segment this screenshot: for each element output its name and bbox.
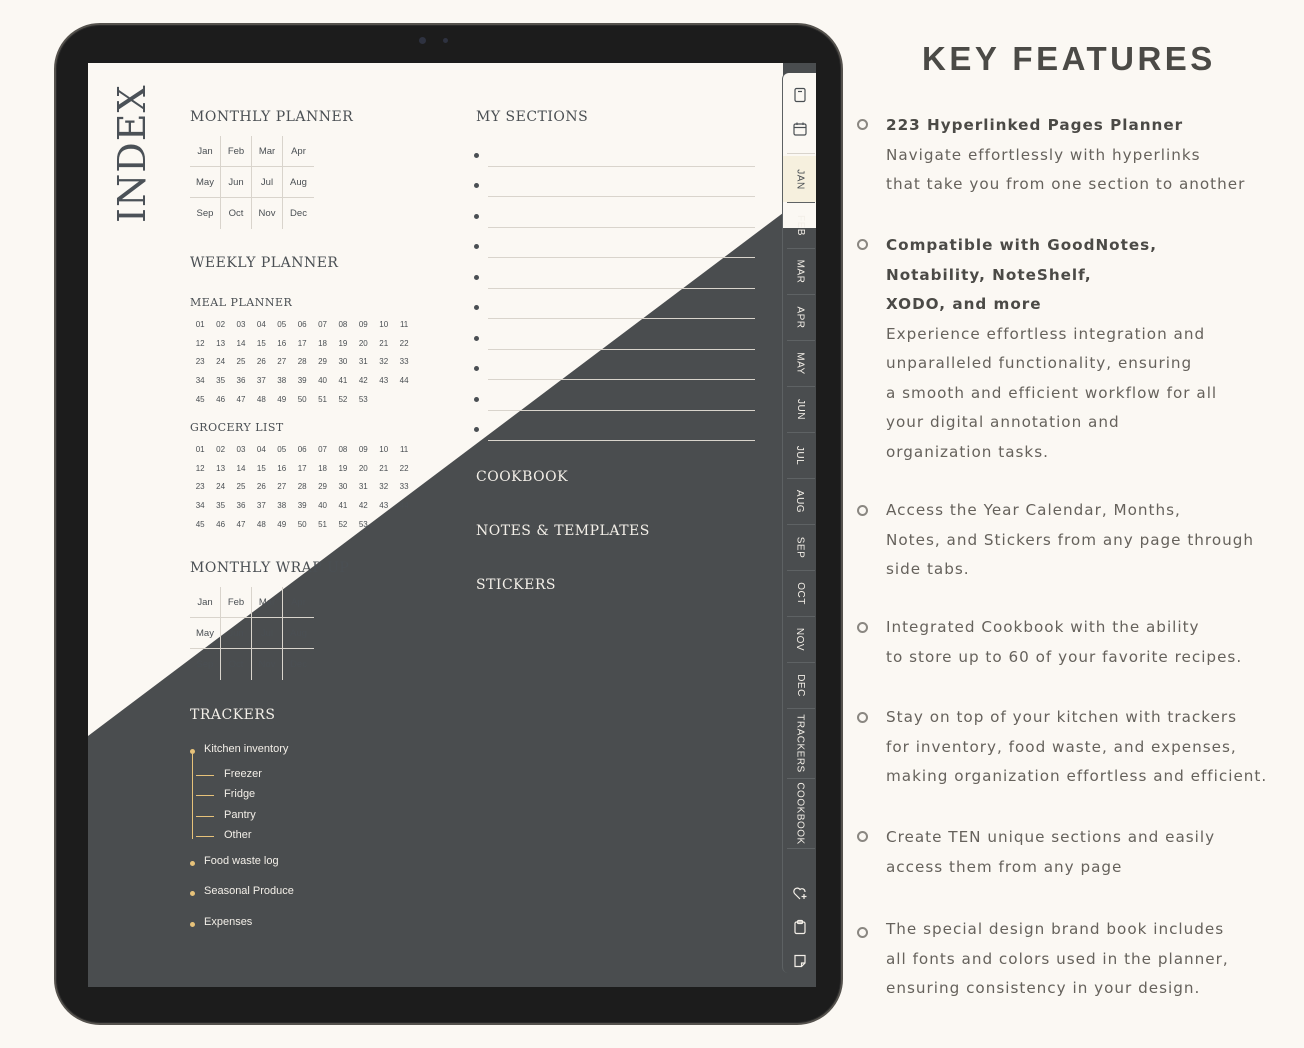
calendar-icon[interactable] — [792, 121, 808, 137]
grocery-list-week-27[interactable]: 27 — [277, 482, 287, 492]
my-sections-list — [471, 140, 755, 445]
monthly-planner-month-aug[interactable]: Aug — [283, 167, 314, 198]
meal-planner-week-24[interactable]: 24 — [216, 357, 226, 367]
meal-planner-week-34[interactable]: 34 — [195, 376, 205, 386]
section-item[interactable] — [471, 140, 755, 171]
meal-planner-week-20[interactable]: 20 — [358, 338, 368, 348]
meal-planner-week-05[interactable]: 05 — [277, 319, 287, 329]
index-title: INDEX — [110, 84, 154, 223]
monthly-wrap-up-grid — [190, 587, 314, 680]
meal-planner-week-01[interactable]: 01 — [195, 319, 205, 329]
feature-line: Experience effortless integration and — [886, 324, 1206, 343]
grocery-list-week-29[interactable]: 29 — [318, 482, 327, 492]
monthly-planner-month-sep[interactable]: Sep — [190, 198, 221, 229]
tablet-frame — [54, 23, 843, 1025]
wrap-up-month-jul[interactable]: Jul — [252, 618, 283, 649]
grocery-list-week-36[interactable]: 36 — [236, 501, 246, 511]
meal-planner-week-40[interactable]: 40 — [318, 376, 327, 386]
side-tab-jun[interactable] — [783, 386, 816, 432]
wrap-up-month-oct[interactable]: Oct — [221, 649, 252, 680]
grocery-list-week-22[interactable]: 22 — [399, 463, 409, 473]
grocery-list-week-37[interactable]: 37 — [256, 501, 266, 511]
side-tab-may[interactable] — [783, 340, 816, 386]
wrap-up-month-apr[interactable]: Apr — [283, 587, 314, 618]
grocery-list-week-21[interactable]: 21 — [379, 463, 389, 473]
meal-planner-week-25[interactable]: 25 — [236, 357, 246, 367]
grocery-list-week-32[interactable]: 32 — [379, 482, 389, 492]
grocery-list-week-52[interactable]: 52 — [338, 520, 348, 530]
side-tab-jan[interactable] — [783, 156, 816, 202]
grocery-list-week-06[interactable]: 06 — [297, 444, 307, 454]
section-bullet — [474, 275, 479, 280]
grocery-list-week-20[interactable]: 20 — [358, 463, 368, 473]
wrap-up-month-sep[interactable]: Sep — [190, 649, 221, 680]
meal-planner-week-53[interactable]: 53 — [358, 395, 368, 405]
tree-branch — [196, 775, 214, 776]
grocery-list-week-16[interactable]: 16 — [277, 463, 287, 473]
feature-trackers — [886, 703, 1301, 792]
meal-planner-week-11[interactable]: 11 — [399, 319, 409, 329]
grocery-list-title[interactable]: GROCERY LIST — [190, 421, 284, 434]
tree-branch — [196, 795, 214, 796]
section-item[interactable] — [471, 293, 755, 324]
grocery-list-week-30[interactable]: 30 — [338, 482, 348, 492]
grocery-list-week-08[interactable]: 08 — [338, 444, 348, 454]
grocery-list-week-46[interactable]: 46 — [216, 520, 226, 530]
meal-planner-grid — [190, 315, 414, 409]
feature-heading: Compatible with GoodNotes, — [886, 236, 1157, 254]
planner-screen — [88, 63, 816, 987]
section-line — [488, 440, 755, 441]
grocery-list-week-02[interactable]: 02 — [216, 444, 226, 454]
side-tab-label: TRACKERS — [794, 713, 806, 773]
feature-line: side tabs. — [886, 560, 970, 578]
wrap-up-month-may[interactable]: May — [190, 618, 221, 649]
feature-line: Create TEN unique sections and easily — [886, 828, 1216, 846]
feature-line: making organization effortless and efficient. — [886, 767, 1268, 785]
feature-line: organization tasks. — [886, 442, 1049, 461]
side-tab-label: JAN — [794, 168, 806, 190]
grocery-list-week-53[interactable]: 53 — [358, 520, 368, 530]
tracker-pantry[interactable]: Pantry — [224, 809, 256, 821]
tree-line — [192, 754, 193, 839]
section-line — [488, 379, 755, 380]
grocery-list-week-45[interactable]: 45 — [195, 520, 205, 530]
side-tab-label: JUN — [794, 398, 806, 420]
meal-planner-week-09[interactable]: 09 — [358, 319, 368, 329]
wrap-up-month-mar[interactable]: Mar — [252, 587, 283, 618]
monthly-planner-month-apr[interactable]: Apr — [283, 136, 314, 167]
feature-bullet — [857, 505, 868, 516]
grocery-list-week-13[interactable]: 13 — [216, 463, 226, 473]
side-tab-sep[interactable] — [783, 524, 816, 570]
meal-planner-week-31[interactable]: 31 — [358, 357, 368, 367]
grocery-list-week-10[interactable]: 10 — [379, 444, 389, 454]
feature-side-tabs — [886, 496, 1301, 585]
meal-planner-week-23[interactable]: 23 — [195, 357, 205, 367]
grocery-list-week-11[interactable]: 11 — [399, 444, 409, 454]
monthly-planner-month-nov[interactable]: Nov — [252, 198, 283, 229]
side-tab-label: NOV — [794, 627, 806, 651]
meal-planner-week-43[interactable]: 43 — [379, 376, 389, 386]
section-item[interactable] — [471, 354, 755, 385]
tracker-freezer[interactable]: Freezer — [224, 768, 262, 780]
grocery-list-week-48[interactable]: 48 — [256, 520, 266, 530]
meal-planner-week-18[interactable]: 18 — [318, 338, 327, 348]
feature-bullet — [857, 927, 868, 938]
tree-branch — [196, 836, 214, 837]
section-item[interactable] — [471, 232, 755, 263]
section-line — [488, 196, 755, 197]
feature-line: unparalleled functionality, ensuring — [886, 354, 1193, 372]
grocery-list-week-49[interactable]: 49 — [277, 520, 287, 530]
feature-bullet — [857, 239, 868, 250]
meal-planner-week-46[interactable]: 46 — [216, 395, 226, 405]
section-line — [488, 166, 755, 167]
grocery-list-week-38[interactable]: 38 — [277, 501, 287, 511]
side-tab-oct[interactable] — [783, 570, 816, 616]
meal-planner-week-06[interactable]: 06 — [297, 319, 307, 329]
section-line — [488, 318, 755, 319]
tracker-bullet — [190, 861, 195, 866]
side-tab-label: APR — [794, 305, 806, 329]
tracker-kitchen-inventory[interactable]: Kitchen inventory — [204, 743, 289, 755]
feature-line: Stay on top of your kitchen with trackers — [886, 708, 1238, 726]
side-tab-label: SEP — [794, 536, 806, 558]
feature-line: access them from any page — [886, 857, 1123, 876]
meal-planner-week-35[interactable]: 35 — [216, 376, 226, 386]
wrap-up-month-jan[interactable]: Jan — [190, 587, 221, 618]
feature-heading: 223 Hyperlinked Pages Planner — [886, 116, 1184, 134]
grocery-list-week-47[interactable]: 47 — [236, 520, 246, 530]
camera-icon — [419, 37, 426, 44]
meal-planner-week-41[interactable]: 41 — [338, 376, 348, 386]
side-tab-label: AUG — [794, 489, 806, 513]
section-bullet — [474, 305, 479, 310]
feature-line: The special design brand book includes — [886, 920, 1225, 938]
grocery-list-week-04[interactable]: 04 — [256, 444, 266, 454]
weekly-planner-title[interactable]: WEEKLY PLANNER — [190, 255, 339, 271]
grocery-list-week-39[interactable]: 39 — [297, 501, 307, 511]
wrap-up-month-nov[interactable]: Nov — [252, 649, 283, 680]
wrap-up-month-feb[interactable]: Feb — [221, 587, 252, 618]
grocery-list-grid — [190, 440, 414, 534]
section-bullet — [474, 153, 479, 158]
grocery-list-week-05[interactable]: 05 — [277, 444, 287, 454]
grocery-list-week-33[interactable]: 33 — [399, 482, 409, 492]
grocery-list-week-44[interactable]: 44 — [399, 501, 409, 511]
grocery-list-week-09[interactable]: 09 — [358, 444, 368, 454]
tracker-food-waste[interactable]: Food waste log — [204, 855, 279, 867]
meal-planner-week-30[interactable]: 30 — [338, 357, 348, 367]
meal-planner-week-14[interactable]: 14 — [236, 338, 246, 348]
section-bullet — [474, 397, 479, 402]
grocery-list-week-15[interactable]: 15 — [256, 463, 266, 473]
section-item[interactable] — [471, 323, 755, 354]
grocery-list-week-26[interactable]: 26 — [256, 482, 266, 492]
side-tab-label: OCT — [794, 581, 806, 605]
side-tab-feb[interactable] — [783, 202, 816, 248]
meal-planner-week-32[interactable]: 32 — [379, 357, 389, 367]
section-bullet — [474, 336, 479, 341]
side-tab-cookbook[interactable] — [783, 778, 816, 848]
meal-planner-week-26[interactable]: 26 — [256, 357, 266, 367]
feature-line: all fonts and colors used in the planner, — [886, 949, 1229, 968]
meal-planner-week-17[interactable]: 17 — [297, 338, 307, 348]
feature-line: Notes, and Stickers from any page through — [886, 530, 1255, 549]
monthly-planner-month-oct[interactable]: Oct — [221, 198, 252, 229]
meal-planner-week-38[interactable]: 38 — [277, 376, 287, 386]
monthly-planner-grid — [190, 136, 314, 229]
feature-compatible — [886, 231, 1301, 467]
meal-planner-week-33[interactable]: 33 — [399, 357, 409, 367]
side-tab-label: COOKBOOK — [794, 781, 806, 845]
meal-planner-week-39[interactable]: 39 — [297, 376, 307, 386]
grocery-list-week-28[interactable]: 28 — [297, 482, 307, 492]
clipboard-icon[interactable] — [792, 919, 808, 935]
feature-line: a smooth and efficient workflow for all — [886, 383, 1218, 402]
section-item[interactable] — [471, 415, 755, 446]
tab-divider — [787, 153, 815, 154]
section-line — [488, 288, 755, 289]
monthly-planner-month-feb[interactable]: Feb — [221, 136, 252, 167]
cookbook-link[interactable]: COOKBOOK — [476, 469, 569, 485]
feature-line: Integrated Cookbook with the ability — [886, 618, 1200, 636]
monthly-planner-month-jan[interactable]: Jan — [190, 136, 221, 167]
tracker-bullet — [190, 891, 195, 896]
meal-planner-week-21[interactable]: 21 — [379, 338, 389, 348]
feature-line: Access the Year Calendar, Months, — [886, 501, 1181, 519]
meal-planner-week-22[interactable]: 22 — [399, 338, 409, 348]
side-tab-label: MAR — [794, 259, 806, 283]
meal-planner-week-12[interactable]: 12 — [195, 338, 205, 348]
feature-hyperlinks — [886, 111, 1301, 200]
meal-planner-week-42[interactable]: 42 — [358, 376, 368, 386]
meal-planner-week-49[interactable]: 49 — [277, 395, 287, 405]
monthly-planner-title[interactable]: MONTHLY PLANNER — [190, 109, 354, 125]
tracker-expenses[interactable]: Expenses — [204, 916, 253, 928]
section-item[interactable] — [471, 201, 755, 232]
grocery-list-week-03[interactable]: 03 — [236, 444, 246, 454]
meal-planner-week-27[interactable]: 27 — [277, 357, 287, 367]
meal-planner-week-36[interactable]: 36 — [236, 376, 246, 386]
grocery-list-week-42[interactable]: 42 — [358, 501, 368, 511]
feature-brand-book — [886, 915, 1301, 1004]
grocery-list-week-41[interactable]: 41 — [338, 501, 348, 511]
feature-heading: XODO, and more — [886, 295, 1042, 313]
grocery-list-week-23[interactable]: 23 — [195, 482, 205, 492]
heart-add-icon[interactable] — [792, 885, 808, 901]
feature-bullet — [857, 831, 868, 842]
meal-planner-week-37[interactable]: 37 — [256, 376, 266, 386]
notebook-icon[interactable] — [792, 87, 808, 103]
feature-bullet — [857, 119, 868, 130]
section-item[interactable] — [471, 171, 755, 202]
section-bullet — [474, 244, 479, 249]
grocery-list-week-14[interactable]: 14 — [236, 463, 246, 473]
section-line — [488, 257, 755, 258]
feature-bullet — [857, 622, 868, 633]
grocery-list-week-19[interactable]: 19 — [338, 463, 348, 473]
tracker-seasonal-produce[interactable]: Seasonal Produce — [204, 885, 294, 897]
grocery-list-week-31[interactable]: 31 — [358, 482, 368, 492]
feature-line: Navigate effortlessly with hyperlinks — [886, 145, 1201, 164]
side-tab-bar — [782, 73, 816, 973]
feature-sections — [886, 823, 1301, 882]
side-tab-trackers[interactable] — [783, 708, 816, 778]
meal-planner-week-03[interactable]: 03 — [236, 319, 246, 329]
grocery-list-week-07[interactable]: 07 — [318, 444, 327, 454]
key-features-title: KEY FEATURES — [922, 40, 1216, 77]
meal-planner-week-08[interactable]: 08 — [338, 319, 348, 329]
grocery-list-week-51[interactable]: 51 — [318, 520, 327, 530]
stickers-link[interactable]: STICKERS — [476, 577, 556, 593]
grocery-list-week-50[interactable]: 50 — [297, 520, 307, 530]
monthly-planner-month-may[interactable]: May — [190, 167, 221, 198]
meal-planner-week-44[interactable]: 44 — [399, 376, 409, 386]
side-tab-mar[interactable] — [783, 248, 816, 294]
my-sections-title[interactable]: MY SECTIONS — [476, 109, 589, 125]
meal-planner-week-02[interactable]: 02 — [216, 319, 226, 329]
feature-line: your digital annotation and — [886, 413, 1120, 431]
feature-line: for inventory, food waste, and expenses, — [886, 737, 1237, 756]
meal-planner-week-15[interactable]: 15 — [256, 338, 266, 348]
wrap-up-month-aug[interactable]: Aug — [283, 618, 314, 649]
side-tab-jul[interactable] — [783, 432, 816, 478]
meal-planner-week-52[interactable]: 52 — [338, 395, 348, 405]
section-bullet — [474, 183, 479, 188]
tracker-bullet — [190, 922, 195, 927]
section-line — [488, 227, 755, 228]
meal-planner-week-19[interactable]: 19 — [338, 338, 348, 348]
grocery-list-week-25[interactable]: 25 — [236, 482, 246, 492]
notes-templates-link[interactable]: NOTES & TEMPLATES — [476, 523, 650, 539]
meal-planner-week-51[interactable]: 51 — [318, 395, 327, 405]
grocery-list-week-35[interactable]: 35 — [216, 501, 226, 511]
grocery-list-week-24[interactable]: 24 — [216, 482, 226, 492]
side-tab-apr[interactable] — [783, 294, 816, 340]
section-item[interactable] — [471, 384, 755, 415]
monthly-planner-month-mar[interactable]: Mar — [252, 136, 283, 167]
side-tab-aug[interactable] — [783, 478, 816, 524]
meal-planner-week-45[interactable]: 45 — [195, 395, 205, 405]
section-line — [488, 349, 755, 350]
section-bullet — [474, 427, 479, 432]
meal-planner-week-50[interactable]: 50 — [297, 395, 307, 405]
grocery-list-week-34[interactable]: 34 — [195, 501, 205, 511]
side-tab-label: DEC — [794, 673, 806, 697]
meal-planner-title[interactable]: MEAL PLANNER — [190, 296, 293, 309]
note-icon[interactable] — [792, 953, 808, 969]
grocery-list-week-40[interactable]: 40 — [318, 501, 327, 511]
section-bullet — [474, 366, 479, 371]
meal-planner-week-16[interactable]: 16 — [277, 338, 287, 348]
feature-line: ensuring consistency in your design. — [886, 979, 1201, 997]
wrap-up-month-dec[interactable]: Dec — [290, 659, 307, 670]
feature-line: that take you from one section to another — [886, 175, 1246, 193]
wrap-up-month-jun[interactable]: Jun — [221, 618, 252, 649]
meal-planner-week-47[interactable]: 47 — [236, 395, 246, 405]
tab-divider — [787, 848, 815, 849]
meal-planner-week-07[interactable]: 07 — [318, 319, 327, 329]
meal-planner-week-28[interactable]: 28 — [297, 357, 307, 367]
side-tab-label: FEB — [794, 214, 806, 236]
grocery-list-week-01[interactable]: 01 — [195, 444, 205, 454]
meal-planner-week-29[interactable]: 29 — [318, 357, 327, 367]
monthly-planner-month-jul[interactable]: Jul — [252, 167, 283, 198]
side-tab-nov[interactable] — [783, 616, 816, 662]
feature-heading: Notability, NoteShelf, — [886, 265, 1092, 284]
section-bullet — [474, 214, 479, 219]
tracker-other[interactable]: Other — [224, 829, 252, 841]
side-tab-label: MAY — [794, 351, 806, 375]
section-line — [488, 410, 755, 411]
meal-planner-week-13[interactable]: 13 — [216, 338, 226, 348]
feature-line: to store up to 60 of your favorite recipes. — [886, 647, 1243, 666]
trackers-title[interactable]: TRACKERS — [190, 707, 276, 723]
side-tab-dec[interactable] — [783, 662, 816, 708]
monthly-planner-month-dec[interactable]: Dec — [290, 208, 307, 219]
grocery-list-week-12[interactable]: 12 — [195, 463, 205, 473]
grocery-list-week-18[interactable]: 18 — [318, 463, 327, 473]
grocery-list-week-17[interactable]: 17 — [297, 463, 307, 473]
feature-cookbook — [886, 613, 1301, 672]
sensor-icon — [443, 38, 448, 43]
meal-planner-week-48[interactable]: 48 — [256, 395, 266, 405]
tree-branch — [196, 816, 214, 817]
meal-planner-week-04[interactable]: 04 — [256, 319, 266, 329]
meal-planner-week-10[interactable]: 10 — [379, 319, 389, 329]
side-tab-label: JUL — [794, 445, 806, 465]
grocery-list-week-43[interactable]: 43 — [379, 501, 389, 511]
monthly-wrap-up-title[interactable]: MONTHLY WRAP UP — [190, 560, 350, 576]
monthly-planner-month-jun[interactable]: Jun — [221, 167, 252, 198]
feature-bullet — [857, 712, 868, 723]
tracker-fridge[interactable]: Fridge — [224, 788, 256, 800]
section-item[interactable] — [471, 262, 755, 293]
